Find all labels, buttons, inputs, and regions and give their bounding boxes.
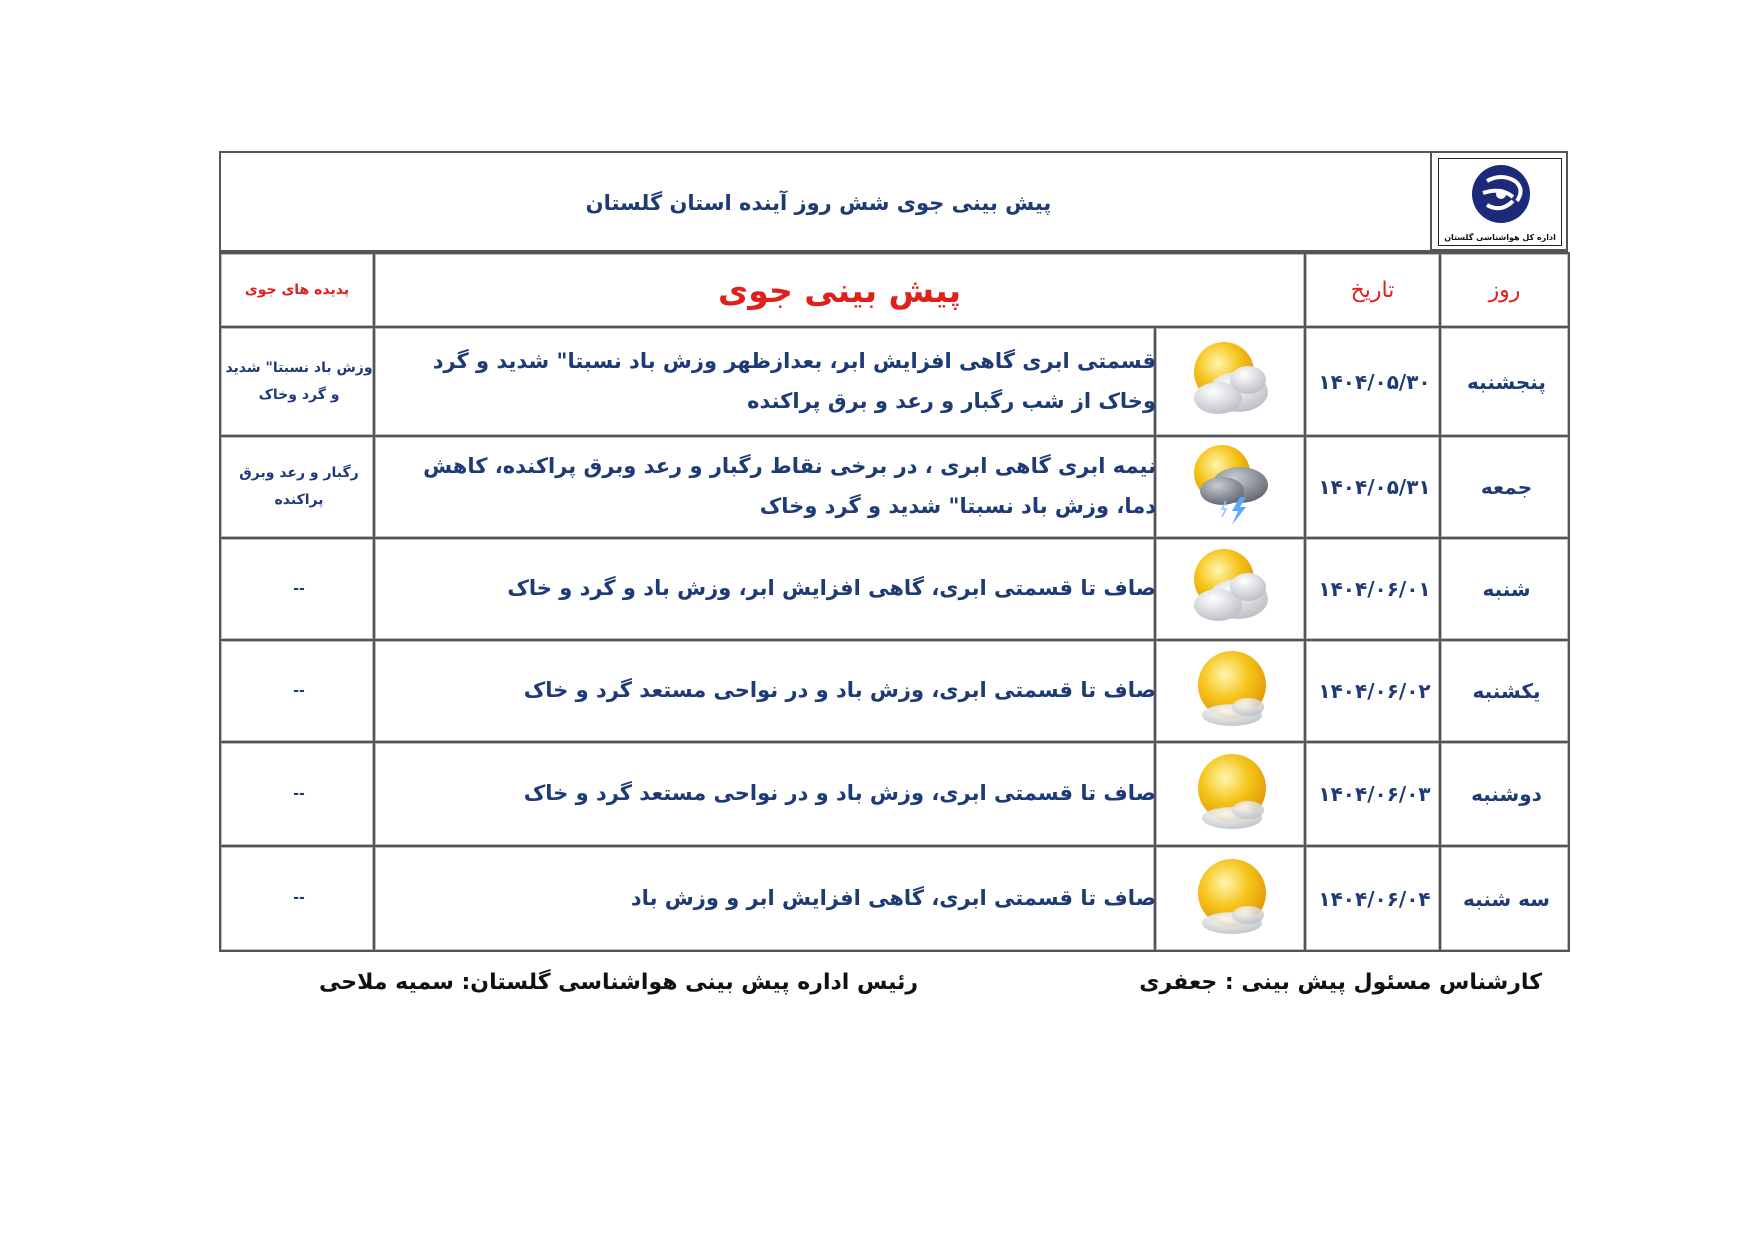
date-cell: ۱۴۰۴/۰۵/۳۱ — [1306, 435, 1441, 537]
forecast-cell: نیمه ابری گاهی ابری ، در برخی نقاط رگبار و رعد وبرق پراکنده، کاهش دما، وزش باد نسبتا" شدید و گرد وخاک — [375, 435, 1156, 537]
mostly-sunny-icon — [1182, 641, 1278, 737]
icon-cell — [1156, 435, 1306, 537]
logo-caption: اداره کل هواشناسی گلستان — [1444, 233, 1556, 242]
partly-cloudy-icon — [1182, 539, 1278, 635]
table-row — [221, 845, 1570, 950]
date-cell: ۱۴۰۴/۰۵/۳۰ — [1306, 326, 1441, 435]
mostly-sunny-icon — [1182, 744, 1278, 840]
phenomena-cell: -- — [221, 537, 375, 639]
header-box — [219, 151, 1568, 252]
forecast-cell: صاف تا قسمتی ابری، گاهی افزایش ابر، وزش باد و گرد و خاک — [375, 537, 1156, 639]
phenomena-cell: -- — [221, 639, 375, 741]
day-cell: یکشنبه — [1441, 639, 1570, 741]
forecast-cell: صاف تا قسمتی ابری، گاهی افزایش ابر و وزش باد — [375, 845, 1156, 950]
footer-department-head: رئیس اداره پیش بینی هواشناسی گلستان: سمیه ملاحی — [319, 970, 918, 995]
day-cell: جمعه — [1441, 435, 1570, 537]
date-cell: ۱۴۰۴/۰۶/۰۳ — [1306, 741, 1441, 845]
icon-cell — [1156, 326, 1306, 435]
day-cell: پنجشنبه — [1441, 326, 1570, 435]
header-date: تاریخ — [1306, 252, 1441, 326]
header-day: روز — [1441, 252, 1570, 326]
phenomena-cell: رگبار و رعد وبرق پراکنده — [221, 435, 375, 537]
phenomena-cell: وزش باد نسبتا" شدید و گرد وخاک — [221, 326, 375, 435]
table-row — [221, 326, 1570, 435]
icon-cell — [1156, 741, 1306, 845]
forecast-cell: قسمتی ابری گاهی افزایش ابر، بعدازظهر وزش باد نسبتا" شدید و گرد وخاک از شب رگبار و رعد و برق پراکنده — [375, 326, 1156, 435]
date-cell: ۱۴۰۴/۰۶/۰۲ — [1306, 639, 1441, 741]
forecast-table — [219, 252, 1570, 952]
table-row — [221, 639, 1570, 741]
mostly-sunny-icon — [1182, 849, 1278, 945]
logo-box — [1430, 151, 1568, 251]
header-forecast: پیش بینی جوی — [375, 252, 1306, 326]
day-cell: سه شنبه — [1441, 845, 1570, 950]
logo — [1438, 158, 1562, 246]
header-phenomena: پدیده های جوی — [221, 252, 375, 326]
partly-cloudy-icon — [1182, 332, 1278, 428]
forecast-cell: صاف تا قسمتی ابری، وزش باد و در نواحی مستعد گرد و خاک — [375, 741, 1156, 845]
phenomena-cell: -- — [221, 845, 375, 950]
thunderstorm-icon — [1182, 437, 1278, 533]
icon-cell — [1156, 845, 1306, 950]
table-row — [221, 537, 1570, 639]
phenomena-cell: -- — [221, 741, 375, 845]
meteorological-organization-logo-icon — [1457, 163, 1545, 225]
page-title: پیش بینی جوی شش روز آینده استان گلستان — [585, 191, 1052, 215]
footer-forecaster: کارشناس مسئول پیش بینی : جعفری — [1139, 970, 1542, 995]
date-cell: ۱۴۰۴/۰۶/۰۴ — [1306, 845, 1441, 950]
table-row — [221, 435, 1570, 537]
table-header-row — [221, 252, 1570, 326]
forecast-cell: صاف تا قسمتی ابری، وزش باد و در نواحی مستعد گرد و خاک — [375, 639, 1156, 741]
day-cell: شنبه — [1441, 537, 1570, 639]
icon-cell — [1156, 639, 1306, 741]
date-cell: ۱۴۰۴/۰۶/۰۱ — [1306, 537, 1441, 639]
day-cell: دوشنبه — [1441, 741, 1570, 845]
icon-cell — [1156, 537, 1306, 639]
table-row — [221, 741, 1570, 845]
